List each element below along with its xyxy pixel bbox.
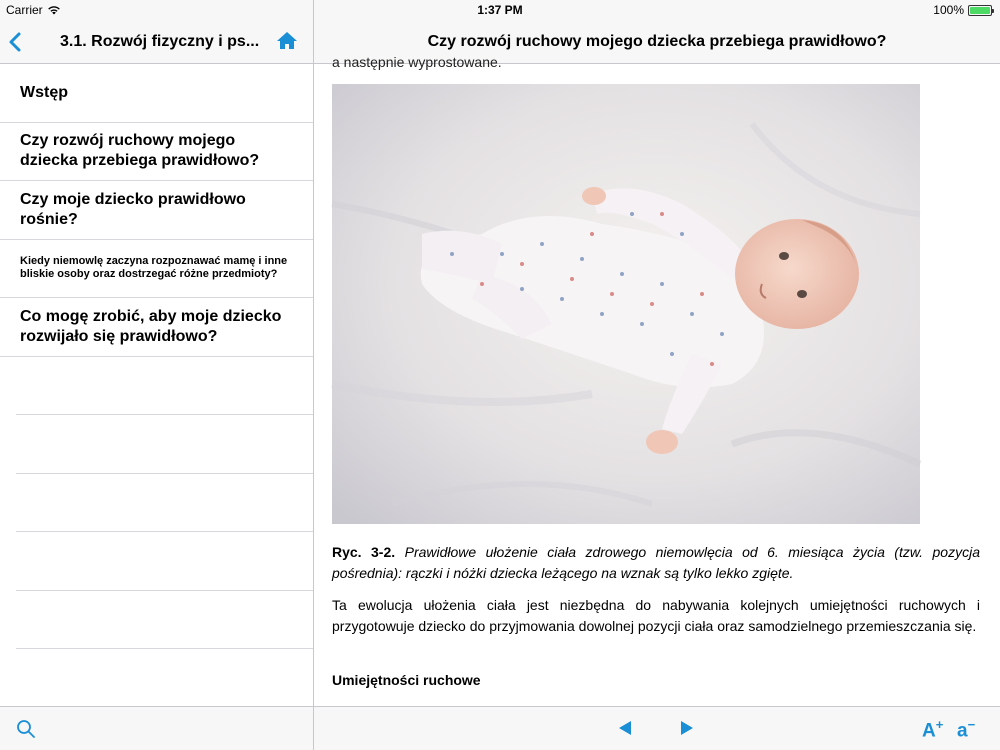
triangle-left-icon [616, 718, 636, 738]
clock: 1:37 PM [477, 3, 523, 17]
baby-lying-illustration [332, 84, 920, 524]
empty-row [16, 591, 313, 650]
toc-item-co-moge-zrobic[interactable] [0, 298, 313, 357]
section-title: Czy rozwój ruchowy mojego dziecka przebiega prawidłowo? [427, 33, 887, 50]
figure-caption [332, 542, 980, 584]
increase-font-button[interactable] [922, 717, 943, 742]
decrease-font-button[interactable] [957, 717, 975, 742]
left-navigation-bar [0, 20, 313, 64]
article-content[interactable] [314, 54, 1000, 706]
empty-row [16, 532, 313, 591]
carrier-label: Carrier [6, 3, 43, 17]
font-down-letter: a [957, 720, 968, 742]
home-button[interactable] [276, 30, 298, 52]
empty-row [16, 649, 313, 708]
caption-text: Prawidłowe ułożenie ciała zdrowego niemowlęcia od 6. miesiąca życia (tzw. pozycja pośrednia): rączki i nóżki dziecka leżącego na wznak są tylko lekko zgięte. [332, 544, 980, 581]
previous-page-button[interactable] [616, 718, 636, 738]
section-subheading: Umiejętności ruchowe [332, 672, 481, 688]
chapter-title: 3.1. Rozwój fizyczny i ps... [60, 33, 260, 50]
status-bar [0, 0, 1000, 20]
search-icon [15, 718, 37, 740]
empty-row [16, 415, 313, 474]
empty-row [16, 474, 313, 533]
next-page-button[interactable] [676, 718, 696, 738]
partially-scrolled-text: a następnie wyprostowane. [332, 54, 502, 70]
toc-item-label: Czy rozwój ruchowy mojego dziecka przebiega prawidłowo? [20, 132, 260, 170]
battery-icon [968, 5, 992, 16]
toc-item-label: Wstęp [20, 83, 68, 101]
left-toolbar [0, 706, 313, 750]
search-button[interactable] [15, 718, 37, 740]
baby-photo [332, 84, 920, 524]
caption-label: Ryc. 3-2. [332, 544, 396, 560]
triangle-right-icon [676, 718, 696, 738]
toc-item-rozwoj-ruchowy[interactable] [0, 123, 313, 182]
chevron-left-icon [6, 28, 28, 56]
battery-percent: 100% [933, 3, 964, 17]
toc-item-label: Czy moje dziecko prawidłowo rośnie? [20, 190, 246, 228]
body-paragraph: Ta ewolucja ułożenia ciała jest niezbędna do nabywania kolejnych umiejętności ruchowych i przygotowuje dziecko do przyjmowania dowolnej pozycji ciała oraz samodzielnego przemieszczania się. [332, 597, 980, 634]
font-down-sign: − [967, 717, 976, 732]
table-of-contents [0, 64, 313, 706]
toc-item-czy-rosnie[interactable] [0, 181, 313, 240]
back-button[interactable] [6, 28, 28, 56]
toc-item-wstep[interactable] [0, 64, 313, 123]
toc-item-label: Kiedy niemowlę zaczyna rozpoznawać mamę i inne bliskie osoby oraz dostrzegać różne przedmioty? [20, 255, 288, 281]
battery-indicator [933, 3, 992, 17]
empty-row [16, 357, 313, 416]
home-icon [276, 30, 298, 52]
toc-item-rozpoznawanie[interactable] [0, 240, 313, 299]
toc-item-label: Co mogę zrobić, aby moje dziecko rozwijało się prawidłowo? [20, 307, 282, 345]
font-up-letter: A [922, 720, 936, 742]
font-up-sign: + [935, 717, 944, 732]
reader-toolbar [314, 706, 1000, 750]
